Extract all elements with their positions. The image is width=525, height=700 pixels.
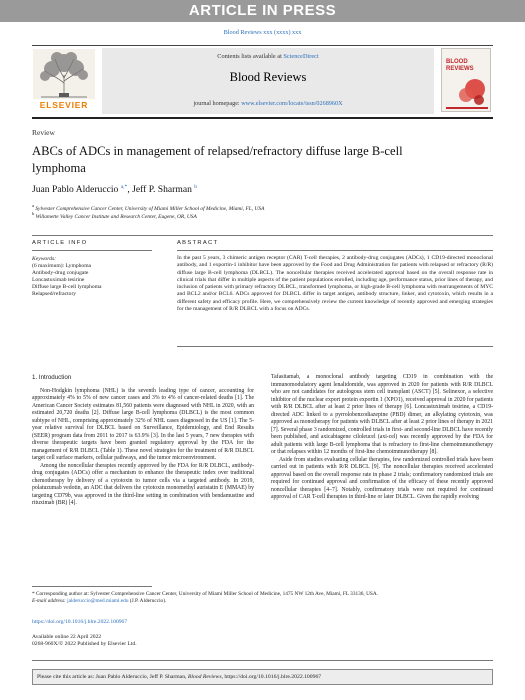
keywords-block bbox=[32, 256, 152, 298]
cover-art-icon bbox=[442, 49, 491, 112]
email-label: E-mail address: bbox=[32, 598, 68, 604]
author-affiliation-mark[interactable]: b bbox=[194, 184, 198, 190]
doi-link[interactable]: https://doi.org/10.1016/j.blre.2022.100967 bbox=[32, 619, 128, 625]
journal-title: Blood Reviews bbox=[229, 70, 307, 84]
article-in-press-banner bbox=[0, 0, 525, 22]
journal-homepage-line bbox=[102, 100, 434, 107]
author-name[interactable]: Juan Pablo Alderuccio bbox=[32, 184, 119, 196]
cover-title: BLOOD REVIEWS bbox=[446, 59, 474, 72]
elsevier-wordmark: ELSEVIER bbox=[39, 100, 89, 110]
author-name[interactable]: Jeff P. Sharman bbox=[132, 184, 192, 196]
email-line bbox=[32, 598, 493, 605]
footnotes bbox=[32, 591, 493, 605]
keyword: Antibody-drug conjugate bbox=[32, 270, 89, 276]
abstract-heading: ABSTRACT bbox=[177, 240, 219, 246]
divider bbox=[177, 250, 493, 251]
body-paragraph: Among the noncellular therapies recently approved by the FDA for R/R DLBCL, antibody-drug conjugates (ADCs) offer a mechanism to enhance the therapeutic index over traditional chemotherapy by delivery of a cytotoxin to tumor cells via a targeted antibody. In 2019, polatuzumab vedotin, an ADC that delivers the cytotoxin monomethyl auristatin E (MMAE) by targeting CD79b, was approved in the third-line setting in combination with bendamustine and rituximab (BR) [4]. bbox=[32, 462, 254, 506]
divider bbox=[32, 250, 152, 251]
header-top-rule bbox=[32, 45, 493, 46]
header-bottom-rule bbox=[32, 117, 493, 119]
affiliation-text: Willamette Valley Cancer Institute and Research Center, Eugene, OR, USA bbox=[35, 213, 197, 220]
body-paragraph: Tafasitamab, a monoclonal antibody targeting CD19 in combination with the immunomodulatory agent lenalidomide, was approved in 2020 for patients with R/R DLBCL who are not candidates for autologous stem cell transplant (ASCT) [5]. Selinexor, a selective inhibitor of the nuclear export protein exportin 1 (XPO1), received approval in 2020 for patients with R/R DLBCL after at least 2 prior lines of therapy [6]. Loncastuximab tesirine, a CD19-directed ADC linked to a pyrrolobenzodiazepine (PBD) dimer, an alkylating cytotoxin, was approved as monotherapy for patients with DLBCL after at least 2 prior lines of therapy in 2021 [7]. Several phase 3 randomized, controlled trials in first- and second-line DLBCL have recently been published, and axicabtagene ciloleucel (axi-cel) was recently approved by the FDA for adult patients with large B-cell lymphoma that is refractory to first-line chemoimmunotherapy or that relapses within 12 months of first-line chemoimmunotherapy [8]. bbox=[271, 374, 493, 455]
keywords-label: Keywords: bbox=[32, 256, 57, 262]
article-info-heading: ARTICLE INFO bbox=[32, 240, 88, 246]
keyword: Loncastuximab tesirine bbox=[32, 277, 85, 283]
keyword: (6 maximum): Lymphoma bbox=[32, 263, 92, 269]
article-type: Review bbox=[32, 128, 55, 137]
section-heading-introduction: 1. Introduction bbox=[32, 374, 72, 381]
divider bbox=[32, 235, 493, 236]
author-list: Juan Pablo Alderuccio $^{a,*}$, Jeff P. Sharman $^b$ bbox=[32, 184, 198, 196]
article-title: ABCs of ADCs in management of relapsed/refractory diffuse large B-cell lymphoma bbox=[32, 144, 403, 175]
banner-text: ARTICLE IN PRESS bbox=[188, 2, 337, 19]
journal-reference[interactable]: Blood Reviews xxx (xxxx) xxx bbox=[223, 29, 302, 36]
footnote-divider bbox=[32, 586, 152, 587]
divider bbox=[32, 660, 493, 661]
affiliation-mark: a bbox=[32, 203, 34, 208]
issn-copyright: 0268-960X/© 2022 Published by Elsevier Ltd. bbox=[32, 641, 137, 647]
citation-box bbox=[32, 669, 493, 685]
homepage-prefix: journal homepage: bbox=[193, 100, 242, 107]
citation-text bbox=[37, 674, 321, 680]
journal-cover-thumbnail[interactable] bbox=[441, 48, 491, 112]
publication-info bbox=[32, 634, 137, 648]
author-affiliation-mark[interactable]: a,* bbox=[120, 184, 128, 190]
affiliation bbox=[32, 211, 197, 220]
body-right-column bbox=[271, 374, 493, 502]
body-left-column bbox=[32, 374, 254, 508]
citation-prefix: Please cite this article as: Juan Pablo Alderuccio, Jeff P. Sharman, bbox=[37, 674, 188, 680]
contents-prefix: Contents lists available at bbox=[217, 53, 284, 60]
email-link[interactable]: jalderuccio@med.miami.edu bbox=[67, 598, 129, 604]
divider bbox=[177, 346, 493, 347]
keyword: Relapsed/refractory bbox=[32, 291, 77, 297]
homepage-link[interactable]: www.elsevier.com/locate/issn/0268960X bbox=[241, 100, 343, 107]
citation-suffix[interactable]: , https://doi.org/10.1016/j.blre.2022.100967 bbox=[221, 674, 322, 680]
corresponding-author-note: * Corresponding author at: Sylvester Comprehensive Cancer Center, University of Miami Miller School of Medicine, 1475 NW 12th Ave, Miami, FL 33136, USA. bbox=[32, 591, 378, 597]
citation-journal: Blood Reviews bbox=[187, 674, 222, 680]
contents-line bbox=[102, 53, 434, 60]
body-paragraph: Non-Hodgkin lymphoma (NHL) is the seventh leading type of cancer, accounting for approximately 4% to 5% of new cancer cases and 3% to 4% of cancer-related deaths [1]. The American Cancer Society estimates 81,560 patients were diagnosed with NHL in 2020, with an estimated 20,720 deaths [2]. Diffuse large B-cell lymphoma (DLBCL) is the most common subtype of NHL, comprising approximately 32% of NHL cases diagnosed in the US [1]. The 5-year relative survival for DLBCL based on Surveillance, Epidemiology, and End Results (SEER) program data from 2011 to 2017 is 63.9% [3]. In the last 5 years, 7 new therapies with diverse therapeutic targets have been granted regulatory approval by the FDA for the management of R/R DLBCL (Table 1). These novel strategies for the treatment of R/R DLBCL target cell surface markers, cellular pathways, and the tumor microenvironment. bbox=[32, 387, 254, 461]
affiliation-mark: b bbox=[32, 211, 35, 216]
available-online: Available online 22 April 2022 bbox=[32, 634, 102, 640]
abstract-text: In the past 5 years, 3 chimeric antigen receptor (CAR) T-cell therapies, 2 antibody-drug conjugates (ADCs), 1 CD19-directed monoclonal antibody, and 1 exportin-1 inhibitor have been approved by the Food and Drug Administration for patients with relapsed or refractory (R/R) diffuse large B-cell lymphoma (DLBCL). The noncellular therapies received accelerated approval based on the overall response rate in clinical trials that differ in multiple aspects of the patient populations enrolled, including age, performance status, prior lines of therapy, and inclusion of patients with primary refractory DLBCL, transformed lymphoma, or high-grade B-cell lymphoma with rearrangements of MYC and BCL2 and/or BCL6. ADCs approved for DLBCL differ in target antigen, antibody structure, linker, and cytotoxin, which results in a different safety and efficacy profile. Here, we comprehensively review the current knowledge of recently approved and emerging strategies for the management of R/R DLBCL with a focus on ADCs. bbox=[177, 255, 493, 312]
sciencedirect-link[interactable]: ScienceDirect bbox=[283, 53, 319, 60]
affiliation-text: Sylvester Comprehensive Cancer Center, University of Miami Miller School of Medicine, Miami, FL, USA bbox=[35, 205, 265, 212]
body-paragraph: Aside from studies evaluating cellular therapies, few randomized controlled trials have been carried out in patients with R/R DLBCL [9]. The noncellular therapies received accelerated approval based on the overall response rate in phase 2 trials; confirmatory randomized trials are required for continued approval and confirmation of the efficacy of these recently approved noncellular therapies [4–7]. Notably, confirmatory trials were not required for continued approval of CAR T-cell therapies in third-line or later DLBCL. Given the rapidly evolving bbox=[271, 456, 493, 500]
email-suffix: (J.P. Alderuccio). bbox=[128, 598, 167, 604]
keyword: Diffuse large B-cell lymphoma bbox=[32, 284, 102, 290]
